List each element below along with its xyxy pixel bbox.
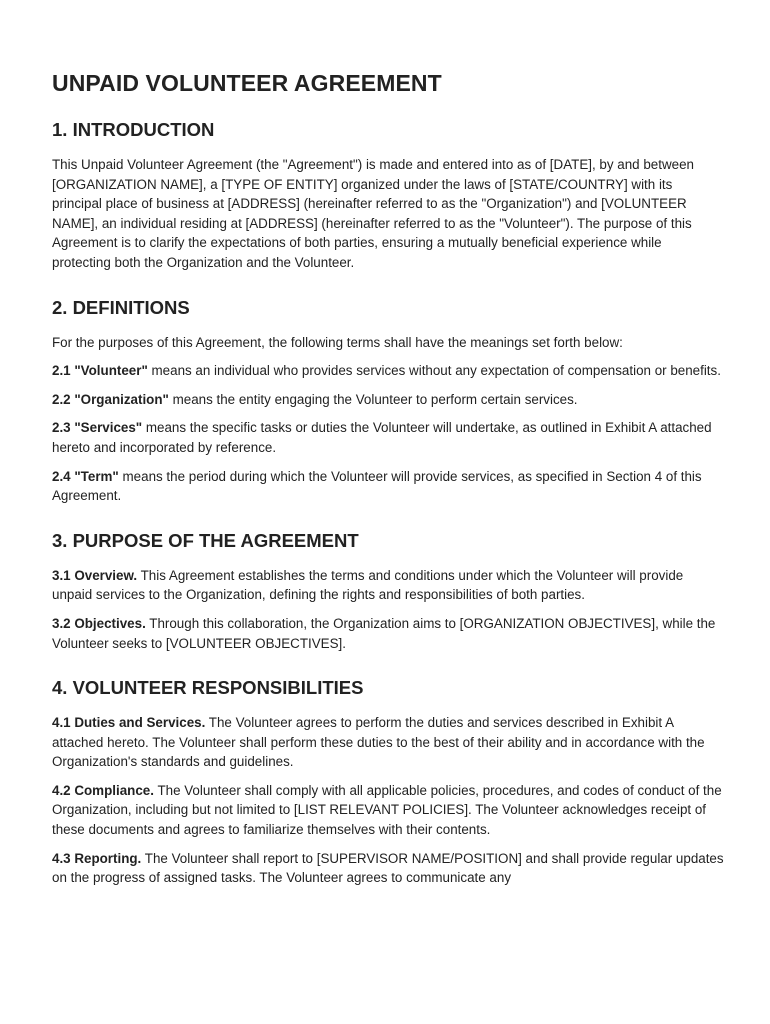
- document-title: UNPAID VOLUNTEER AGREEMENT: [52, 70, 442, 96]
- clause-4-3: [52, 849, 724, 888]
- definition-2-2: [52, 390, 724, 410]
- paragraph: [52, 333, 724, 353]
- clause-lead: 4.1 Duties and Services.: [52, 715, 206, 731]
- definition-2-4: [52, 467, 724, 506]
- section-introduction: [52, 119, 724, 273]
- section-heading: 2. DEFINITIONS: [52, 296, 190, 318]
- definition-2-1: [52, 361, 724, 381]
- clause-text: The Volunteer shall report to [SUPERVISOR NAME/POSITION] and shall provide regular updates on the progress of assigned tasks. The Volunteer agrees to communicate any: [52, 850, 724, 886]
- paragraph: [52, 155, 724, 273]
- clause-lead: 2.1 "Volunteer": [52, 363, 148, 379]
- clause-lead: 3.2 Objectives.: [52, 615, 146, 631]
- clause-lead: 3.1 Overview.: [52, 567, 138, 583]
- clause-4-1: [52, 713, 724, 772]
- clause-text: The Volunteer agrees to perform the duties and services described in Exhibit A attached hereto. The Volunteer shall perform these duties to the best of their ability and in accordance with the Organization's standards and guidelines.: [52, 715, 705, 770]
- clause-lead: 2.3 "Services": [52, 420, 143, 436]
- clause-text: Through this collaboration, the Organization aims to [ORGANIZATION OBJECTIVES], while the Volunteer seeks to [VOLUNTEER OBJECTIVES].: [52, 615, 716, 651]
- clause-lead: 4.2 Compliance.: [52, 782, 154, 798]
- clause-lead: 4.3 Reporting.: [52, 850, 142, 866]
- clause-4-2: [52, 781, 724, 840]
- clause-3-2: [52, 614, 724, 653]
- definition-2-3: [52, 418, 724, 457]
- clause-lead: 2.2 "Organization": [52, 391, 169, 407]
- section-volunteer-responsibilities: [52, 677, 724, 888]
- clause-text: means the specific tasks or duties the Volunteer will undertake, as outlined in Exhibit A attached hereto and incorporated by reference.: [52, 420, 712, 455]
- clause-3-1: [52, 566, 724, 605]
- clause-text: means the period during which the Volunteer will provide services, as specified in Section 4 of this Agreement.: [52, 468, 702, 504]
- document-page: [52, 70, 724, 912]
- clause-text: means an individual who provides services without any expectation of compensation or benefits.: [147, 363, 721, 379]
- section-heading: 4. VOLUNTEER RESPONSIBILITIES: [52, 677, 364, 699]
- clause-text: This Agreement establishes the terms and conditions under which the Volunteer will provide unpaid services to the Organization, defining the rights and responsibilities of both parties.: [52, 567, 684, 603]
- section-definitions: [52, 297, 724, 506]
- paragraph-text: For the purposes of this Agreement, the following terms shall have the meanings set forth below:: [52, 334, 623, 350]
- section-heading: 1. INTRODUCTION: [52, 119, 215, 140]
- section-purpose: [52, 530, 724, 653]
- clause-lead: 2.4 "Term": [52, 468, 119, 484]
- clause-text: means the entity engaging the Volunteer to perform certain services.: [168, 391, 578, 407]
- clause-text: The Volunteer shall comply with all applicable policies, procedures, and codes of conduct of the Organization, including but not limited to [LIST RELEVANT POLICIES]. The Volunteer acknowledges receipt of these documents and agrees to familiarize themselves with their contents.: [52, 782, 722, 838]
- section-heading: 3. PURPOSE OF THE AGREEMENT: [52, 529, 359, 551]
- paragraph-text: This Unpaid Volunteer Agreement (the "Agreement") is made and entered into as of [DATE], by and between [ORGANIZATION NAME], a [TYPE OF ENTITY] organized under the laws of [STATE/COUNTRY] with its principal place of business at [ADDRESS] (hereinafter referred to as the "Organization") and [VOLUNTEER NAME], an individual residing at [ADDRESS] (hereinafter referred to as the "Volunteer"). The purpose of this Agreement is to clarify the expectations of both parties, ensuring a mutually beneficial experience while protecting both the Organization and the Volunteer.: [52, 157, 694, 270]
